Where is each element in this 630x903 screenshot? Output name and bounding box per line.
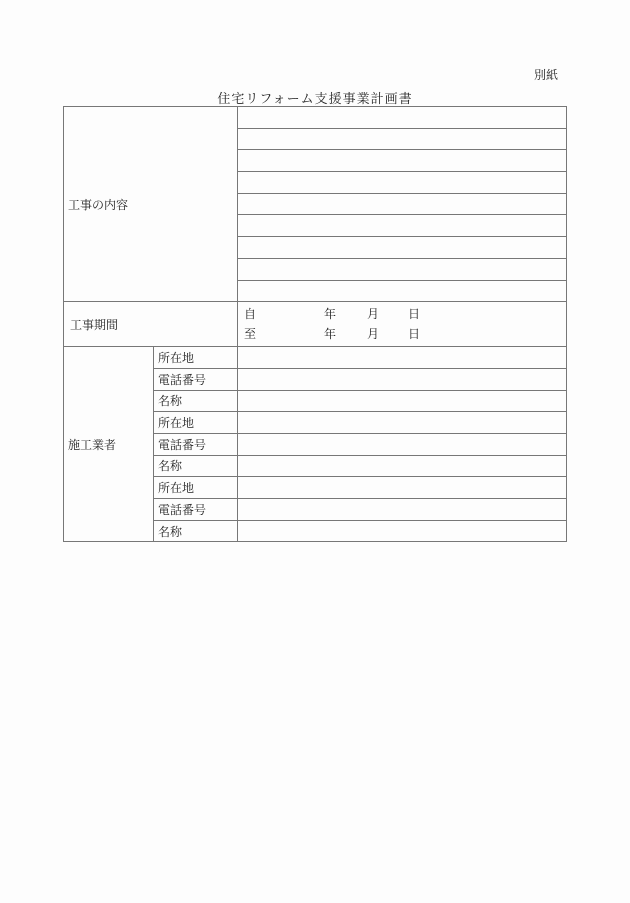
to-prefix: 至 <box>244 327 257 342</box>
to-month: 月 <box>367 327 380 342</box>
work-period-row <box>64 302 567 347</box>
to-year: 年 <box>324 327 337 342</box>
period-to-line <box>244 324 560 344</box>
contractor-field-value[interactable] <box>238 477 567 499</box>
work-content-line[interactable] <box>238 107 567 129</box>
plan-table <box>63 106 567 542</box>
work-content-label: 工事の内容 <box>64 107 238 302</box>
contractor-field-label: 名称 <box>154 390 238 412</box>
contractor-field-label: 電話番号 <box>154 433 238 455</box>
contractor-field-value[interactable] <box>238 412 567 434</box>
from-day: 日 <box>408 307 421 322</box>
work-period-field[interactable] <box>238 302 567 347</box>
period-from-line <box>244 304 560 324</box>
work-period-label: 工事期間 <box>64 302 238 347</box>
contractor-field-value[interactable] <box>238 433 567 455</box>
contractor-field-value[interactable] <box>238 499 567 521</box>
work-content-line[interactable] <box>238 150 567 172</box>
contractor-field-label: 電話番号 <box>154 368 238 390</box>
work-content-line[interactable] <box>238 280 567 302</box>
from-month: 月 <box>367 307 380 322</box>
work-content-line[interactable] <box>238 172 567 194</box>
contractor-field-label: 電話番号 <box>154 499 238 521</box>
contractor-field-value[interactable] <box>238 390 567 412</box>
work-content-line[interactable] <box>238 215 567 237</box>
contractor-field-value[interactable] <box>238 368 567 390</box>
contractor-field-value[interactable] <box>238 520 567 542</box>
work-content-line[interactable] <box>238 193 567 215</box>
contractor-field-label: 所在地 <box>154 347 238 369</box>
from-year: 年 <box>324 307 337 322</box>
to-day: 日 <box>408 327 421 342</box>
contractor-field-label: 名称 <box>154 520 238 542</box>
annex-label: 別紙 <box>534 68 559 82</box>
contractor-field-value[interactable] <box>238 455 567 477</box>
from-prefix: 自 <box>244 307 257 322</box>
contractor-field-label: 所在地 <box>154 477 238 499</box>
contractor-field-label: 名称 <box>154 455 238 477</box>
work-content-line[interactable] <box>238 128 567 150</box>
work-content-row <box>64 107 567 129</box>
contractor-field-value[interactable] <box>238 347 567 369</box>
contractor-field-label: 所在地 <box>154 412 238 434</box>
work-content-line[interactable] <box>238 258 567 280</box>
document-title: 住宅リフォーム支援事業計画書 <box>217 92 413 107</box>
work-content-line[interactable] <box>238 237 567 259</box>
contractor-label: 施工業者 <box>64 347 154 542</box>
